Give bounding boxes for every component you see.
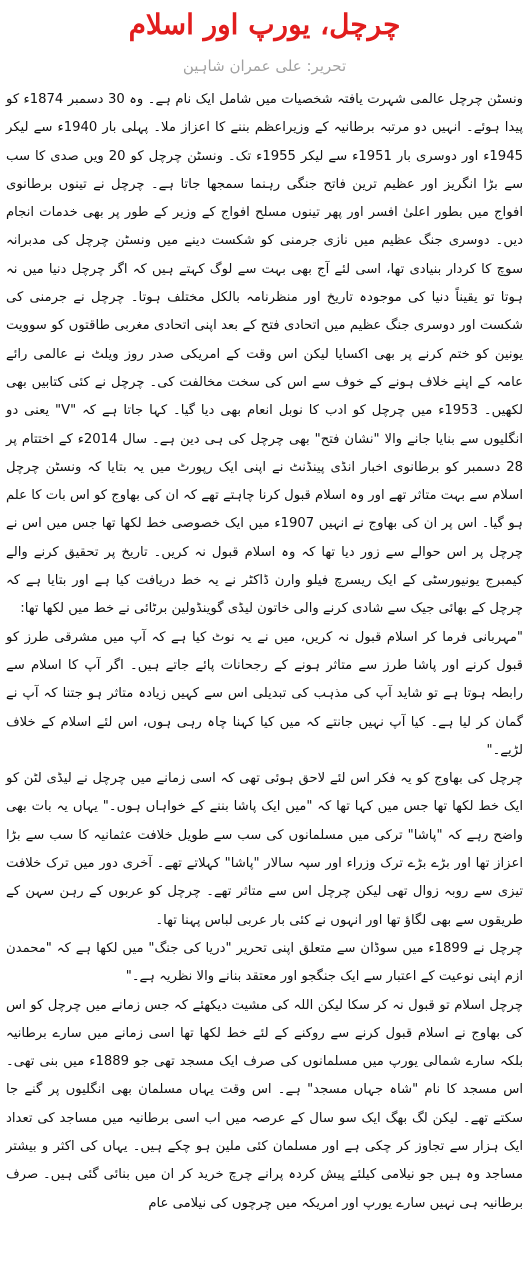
article-paragraph: چرچل کی بھاوج کو یہ فکر اس لئے لاحق ہوئی تھی کہ اسی زمانے میں چرچل نے لیڈی لٹن کو ایک خط لکھا تھا جس میں کہا تھا کہ "میں ایک پاشا بننے کے خواہاں ہوں۔" یہاں یہ بات بھی واضح رہے کہ "پاشا" ترکی میں مسلمانوں کی سب سے طویل خلافت عثمانیہ کا سب سے بڑا اعزاز تھا اور بڑے بڑے ترک وزراء اور سپہ سالار "پاشا" کہلاتے تھے۔ آخری دور میں ترک خلافت تیزی سے روبہ زوال تھی لیکن چرچل اس سے متاثر تھے۔ چرچل کو عربوں کے رہن سہن کے طریقوں سے بھی لگاؤ تھا اور انہوں نے کئی بار عربی لباس پہنا تھا۔ [6, 771, 523, 928]
article-paragraph: چرچل نے 1899ء میں سوڈان سے متعلق اپنی تحریر "دریا کی جنگ" میں لکھا ہے کہ "محمدن ازم اپنی نوعیت کے اعتبار سے ایک جنگجو اور معتقد بنانے والا نظریہ ہے۔" [6, 940, 523, 985]
letter-quote: "مہربانی فرما کر اسلام قبول نہ کریں، میں نے یہ نوٹ کیا ہے کہ آپ میں مشرقی طرز کو قبول کرنے اور پاشا طرز سے متاثر ہونے کے رجحانات پائے جاتے ہیں۔ اگر آپ کا اسلام سے رابطہ ہوتا ہے تو شاید آپ کی مذہب کی تبدیلی اس سے کہیں زیادہ متاثر ہو جتنا کہ آپ نے گمان کر لیا ہے۔ کیا آپ نہیں جانتے کہ میں کیا کہنا چاہ رہی ہوں، اس لئے اسلام کے خلاف لڑیے۔" [6, 629, 523, 758]
article-title: چرچل، یورپ اور اسلام [128, 8, 401, 41]
article-page [0, 8, 529, 1266]
article-byline: تحریر: علی عمران شاہین [182, 57, 347, 75]
article-paragraph: چرچل اسلام تو قبول نہ کر سکا لیکن اللہ کی مشیت دیکھئے کہ جس زمانے میں چرچل کو اس کی بھاوج نے اسلام قبول کرنے سے روکنے کے لئے خط لکھا تھا اسی زمانے میں سارے برطانیہ بلکہ سارے شمالی یورپ میں مسلمانوں کی صرف ایک مسجد تھی جو 1889ء میں بنی تھی۔ اس مسجد کا نام "شاہ جہاں مسجد" ہے۔ اس وقت یہاں مسلمان بھی انگلیوں پر گنے جا سکتے تھے۔ لیکن لگ بھگ ایک سو سال کے عرصہ میں اب اسی برطانیہ میں مساجد کی تعداد ایک ہزار سے تجاوز کر چکی ہے اور مسلمان کئی ملین ہو چکے ہیں۔ یہاں کی اکثر و بیشتر مساجد وہ ہیں جو نیلامی کیلئے پیش کردہ پرانے چرچ خرید کر ان میں بنائی گئی ہیں۔ صرف برطانیہ ہی نہیں سارے یورپ اور امریکہ میں چرچوں کی نیلامی عام [6, 997, 524, 1211]
article-paragraph: ونسٹن چرچل عالمی شہرت یافتہ شخصیات میں شامل ایک نام ہے۔ وہ 30 دسمبر 1874ء کو پیدا ہوئے۔ انہیں دو مرتبہ برطانیہ کے وزیراعظم بننے کا اعزاز ملا۔ پہلی بار 1940ء سے لیکر 1945ء اور دوسری بار 1951ء سے لیکر 1955ء تک۔ ونسٹن چرچل کو 20 ویں صدی کا سب سے بڑا انگریز اور عظیم ترین فاتح جنگی رہنما سمجھا جاتا ہے۔ چرچل نے تینوں برطانوی افواج میں بطور اعلیٰ افسر اور پھر تینوں مسلح افواج کے وزیر کے طور پر بھی خدمات انجام دیں۔ دوسری جنگ عظیم میں نازی جرمنی کو شکست دینے میں ونسٹن چرچل کی مدبرانہ سوچ کا کردار بنیادی تھا، اسی لئے آج بھی بہت سے لوگ کہتے ہیں کہ اگر چرچل دنیا میں نہ ہوتا تو یقیناً دنیا کی موجودہ تاریخ اور منظرنامہ بالکل مختلف ہوتا۔ چرچل نے جرمنی کی شکست اور دوسری جنگ عظیم میں اتحادی فتح کے بعد اپنی اتحادی مغربی طاقتوں کو سوویت یونین کو ختم کرنے پر بھی اکسایا لیکن اس وقت کے امریکی صدر روز ویلٹ نے عالمی رائے عامہ کے اپنے خلاف ہونے کے خوف سے اس کی سخت مخالفت کی۔ چرچل نے کئی کتابیں بھی لکھیں۔ 1953ء میں چرچل کو ادب کا نوبل انعام بھی دیا گیا۔ کہا جاتا ہے کہ "V" یعنی دو انگلیوں سے بنایا جانے والا "نشان فتح" بھی چرچل کی ہی دین ہے۔ سال 2014ء کے اختتام پر 28 دسمبر کو برطانوی اخبار انڈی پینڈنٹ نے اپنی ایک رپورٹ میں یہ بتایا کہ ونسٹن چرچل اسلام سے بہت متاثر تھے اور وہ اسلام قبول کرنا چاہتے تھے کہ ان کی بھاوج کو اس بات کا علم ہو گیا۔ اس پر ان کی بھاوج نے انہیں 1907ء میں ایک خصوصی خط لکھا تھا جس میں اس نے چرچل پر اس حوالے سے زور دیا تھا کہ وہ اسلام قبول نہ کریں۔ تاریخ پر تحقیق کرنے والے کیمبرج یونیورسٹی کے ایک ریسرچ فیلو وارن ڈاکٹر نے یہ خط دریافت کیا ہے اور بتایا ہے کہ چرچل کے بھائی جیک سے شادی کرنے والی خاتون لیڈی گوینڈولین برٹائی نے خط میں لکھا تھا: [6, 92, 523, 617]
article-body [6, 86, 523, 1218]
